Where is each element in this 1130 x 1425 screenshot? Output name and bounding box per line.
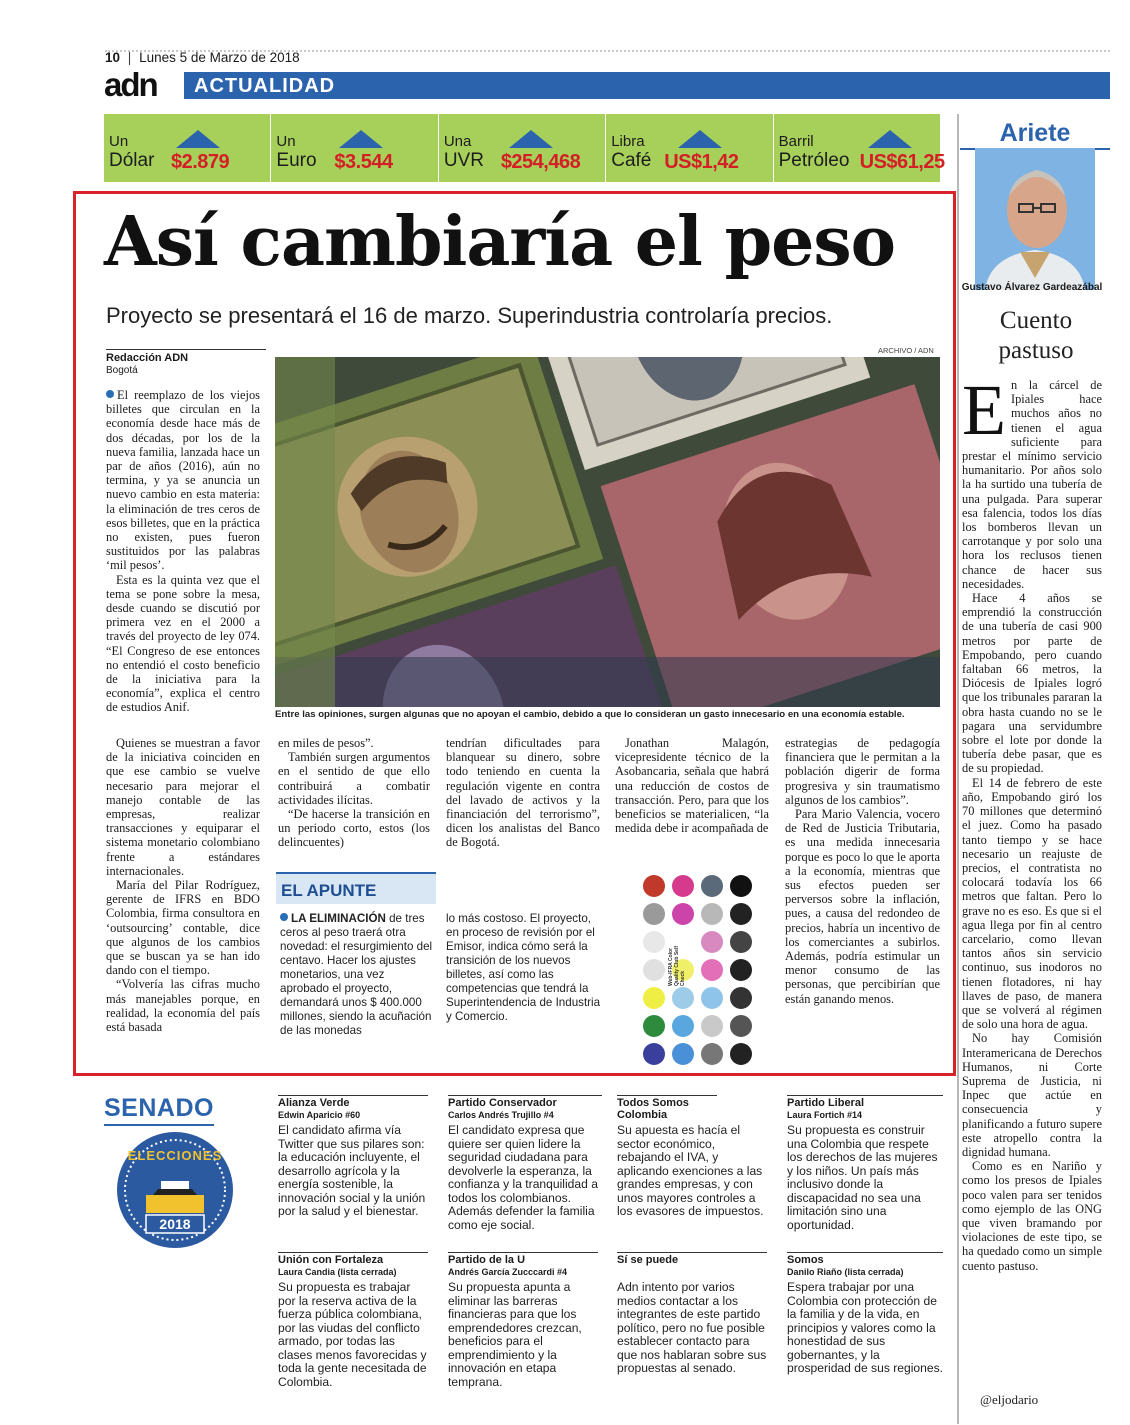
adn-logo: adn	[104, 69, 184, 101]
party-proposal: El candidato afirma vía Twitter que sus pilares son: la educación incluyente, el desarrollo agrícola y la energía sostenible, la innovación social y la unión por la salud y el bienestar.	[278, 1123, 426, 1218]
seal-text: ELECCIONES	[127, 1148, 223, 1163]
apunte-text-2: lo más costoso. El proyecto, en proceso de revisión por el Emisor, indica cómo será la transición de los nuevos billetes, así como las competencias que tendrá la Superintendencia de Industria y Comercio.	[446, 912, 601, 1023]
party-candidate: Danilo Riaño (lista cerrada)	[787, 1267, 904, 1277]
party-todos-somos-colombia	[617, 1095, 767, 1219]
article-column-1	[106, 388, 260, 715]
party-liberal	[787, 1095, 943, 1232]
article-paragraph: “De hacerse la transición en un periodo corto, estos (los delincuentes)	[278, 807, 430, 850]
columnist-handle: @eljodario	[980, 1392, 1039, 1407]
apunte-body: de tres ceros al peso traerá otra novedad: el resurgimiento del centavo. Hacer los ajustes monetarios, una vez aprobado el proyecto, demandará unos $ 400.000 millones, siendo la acuñación de las monedas	[280, 912, 433, 1037]
bullet-icon	[280, 913, 288, 921]
party-de-la-u	[448, 1252, 598, 1389]
party-name: Unión con Fortaleza	[278, 1252, 428, 1266]
article-paragraph: Esta es la quinta vez que el tema se pone sobre la mesa, desde cuando se discutió por primera vez en el 2000 a través del proyecto de ley 074. “El Congreso de ese entonces no entendió el costo beneficio de la iniciativa para la economía”, explica el centro de estudios Anif.	[106, 572, 260, 715]
indicator-label: Libra	[611, 133, 645, 150]
up-arrow-icon	[868, 130, 912, 148]
indicator-label: Una	[443, 133, 472, 150]
opinion-paragraph: Como es en Nariño y como los presos de Ipiales poco valen para ser tenidos como ejemplo de las ONG que viven bramando por violaciones de este tipo, se ha quedado como un simple cuento pastuso.	[962, 1159, 1102, 1273]
color-quality-label: Web-IFRA Color Quality Club Self Check	[668, 945, 686, 986]
party-proposal: Espera trabajar por una Colombia con protección de la familia y de la vida, en principios y valores como la honestidad de sus gobernantes, y la prosperidad de sus regiones.	[787, 1280, 943, 1375]
indicator-label: Un	[276, 133, 296, 150]
senado-label: SENADO	[104, 1093, 214, 1126]
opinion-paragraph: No hay Comisión Interamericana de Derechos Humanos, ni Corte Suprema de Justicia, ni Inpec que actúe en consecuencia y planificando a futuro supere este atropello contra la dignidad humana.	[962, 1031, 1102, 1159]
ariete-section-label: Ariete	[960, 118, 1110, 150]
party-proposal: Su apuesta es hacía el sector económico, rebajando el IVA, y aplicando exenciones a las grandes empresas, y con unos mayores controles a los evasores de impuestos.	[617, 1123, 764, 1218]
economic-indicators	[104, 114, 945, 182]
elecciones-seal	[116, 1131, 234, 1249]
indicator-value: $254,468	[500, 151, 581, 173]
party-si-se-puede	[617, 1252, 767, 1376]
column-divider	[957, 114, 959, 1424]
indicator-label: Barril	[778, 133, 814, 150]
indicator-uvr	[439, 114, 606, 182]
party-name: Partido Conservador	[448, 1095, 602, 1109]
article-paragraph: tendrían dificultades para blanquear su dinero, sobre todo teniendo en cuenta la regulación vigente en contra del lavado de activos y la financiación del terrorismo”, dicen los analistas del Banco de Bogotá.	[446, 736, 600, 850]
opinion-title: Cuento pastuso	[998, 307, 1074, 364]
indicator-label: Euro	[276, 150, 317, 171]
indicator-dolar	[104, 114, 271, 182]
party-proposal: Su propuesta es construir una Colombia que respete los derechos de las mujeres y los niños. Un país más inclusivo donde la discapacidad no sea una limitación sino una oportunidad.	[787, 1123, 938, 1232]
indicator-label: Un	[109, 133, 129, 150]
party-candidate: Andrés García Zucccardi #4	[448, 1267, 568, 1277]
indicator-label: Dólar	[109, 150, 155, 171]
indicator-value: $3.544	[334, 151, 393, 173]
opinion-paragraph: Hace 4 años se emprendió la construcción de una tubería de casi 900 metros por parte de Empobando, pero cuando faltaban 66 metros, la Diócesis de Ipiales logró que los tribunales pararan la obra hasta cuando no se le pagara una servidumbre sobre el lote por donde la tubería debe pasar, que es de su propiedad.	[962, 591, 1102, 776]
party-candidate: Edwin Aparicio #60	[278, 1110, 361, 1120]
folio: 10 | Lunes 5 de Marzo de 2018	[105, 50, 300, 65]
indicator-label: UVR	[443, 150, 484, 171]
indicator-cafe	[606, 114, 773, 182]
up-arrow-icon	[509, 130, 553, 148]
party-proposal: Su propuesta apunta a eliminar las barreras financieras para que los emprendedores crezcan, beneficios para el emprendimiento y la innovación en etapa temprana.	[448, 1280, 582, 1389]
paragraph-text: El reemplazo de los viejos billetes que circulan en la economía desde hace más de dos décadas, por los de la nueva familia, lanzada hace un par de años (2016), aún no termina, y ya se anuncia un nuevo cambio en esta materia: la eliminación de tres ceros de esos billetes, que en la práctica no existen, pues fueron sustituidos por las palabras ‘mil pesos’.	[106, 388, 260, 573]
columnist-portrait	[975, 148, 1095, 290]
opinion-body	[962, 370, 1102, 1273]
indicator-value: US$1,42	[664, 151, 739, 173]
party-name: Somos	[787, 1252, 943, 1266]
article-column-5	[785, 736, 940, 1006]
indicator-petroleo	[774, 114, 945, 182]
indicator-label: Café	[611, 150, 652, 171]
apunte-title: EL APUNTE	[281, 881, 377, 900]
article-paragraph: en miles de pesos”.	[278, 736, 374, 750]
opinion-paragraph: El 14 de febrero de este año, Empobando giró los 70 millones que determinó el juez. Como ha pasado tanto tiempo y se hace necesario un reajuste de precios, el contratista no colocará todavía los 66 metros que faltan. Pero lo grave no es eso. Es que si el agua llega por fin al centro carcelario, como llevan tantos años sin servicio continuo, sus inodoros no tienen flotadores, ni hay llaves de paso, de manera que se volverá al régimen de solo una hora de agua.	[962, 775, 1102, 1032]
byline-author: Redacción ADN	[106, 352, 189, 364]
party-name: Alianza Verde	[278, 1095, 428, 1109]
up-arrow-icon	[339, 130, 383, 148]
article-paragraph: “Volvería las cifras mucho más manejables porque, en realidad, la economía del país está basada	[106, 977, 260, 1035]
article-paragraph: Para Mario Valencia, vocero de Red de Justicia Tributaria, es una medida innecesaria porque es poco lo que le aporta a la economía, mientras que sus efectos pueden ser perversos sobre la inflación, pues, a causa del redondeo de precios, habría un incentivo de los comerciantes a subirlos. Además, podría estimular un menor consumo de las personas, que percibirían que están ganando menos.	[785, 807, 940, 1006]
party-name: Partido Liberal	[787, 1095, 943, 1109]
party-proposal: El candidato expresa que quiere ser quien lidere la seguridad ciudadana para devolverle la esperanza, la confianza y la tranquilidad a todos los colombianos. Además defender la familia como eje social.	[448, 1123, 598, 1232]
party-name: Sí se puede	[617, 1252, 767, 1266]
article-column-2	[278, 736, 430, 850]
paragraph-text: n la cárcel de Ipiales hace muchos años no tienen el agua suficiente para prestar el mínimo servicio humanitario. Por años solo la ha surtido una tubería de una pulgada. Para superar esa falencia, todos los días los bomberos llevan un carrotanque y por solo una hora los reclusos tienen chance de hacer sus necesidades.	[962, 378, 1102, 591]
section-label: ACTUALIDAD	[194, 75, 336, 97]
party-name: Todos Somos Colombia	[617, 1095, 717, 1121]
party-candidate: Carlos Andrés Trujillo #4	[448, 1110, 554, 1120]
byline-city: Bogotá	[106, 365, 138, 376]
party-proposal: Adn intento por varios medios contactar a los integrantes de este partido político, pero no fue posible establecer contacto para que nos hablaran sobre sus propuestas al senado.	[617, 1280, 767, 1375]
issue-date: Lunes 5 de Marzo de 2018	[139, 50, 300, 65]
party-name: Partido de la U	[448, 1252, 598, 1266]
article-paragraph: María del Pilar Rodríguez, gerente de IFRS en BDO Colombia, firma consultora en ‘outsourcing’ contable, dice que algunos de los cambios que se buscan ya se han ido dando con el tiempo.	[106, 878, 260, 978]
photo-credit: ARCHIVO / ADN	[878, 346, 934, 355]
banknotes-photo	[275, 357, 940, 707]
drop-cap: E	[962, 370, 1006, 450]
article-paragraph: También surgen argumentos en el sentido de que ello contribuirá a combatir actividades ilícitas.	[278, 750, 430, 807]
article-paragraph: Jonathan Malagón, vicepresidente técnico de la Asobancaria, señala que habrá una reducción de costos de transacción. Pero, para que los beneficios se materialicen, “la medida debe ir acompañada de	[615, 736, 769, 836]
article-paragraph	[106, 388, 260, 573]
up-arrow-icon	[176, 130, 220, 148]
party-somos	[787, 1252, 943, 1376]
indicator-label: Petróleo	[778, 150, 850, 171]
columnist-name: Gustavo Álvarez Gardeazábal	[961, 282, 1103, 293]
party-conservador	[448, 1095, 602, 1232]
article-column-1b	[106, 736, 260, 1034]
party-alianza-verde	[278, 1095, 428, 1219]
indicator-value: US$61,25	[859, 151, 945, 173]
party-proposal: Su propuesta es trabajar por la reserva activa de la fuerza pública colombiana, por las viudas del conflicto armado, por todas las clases menos favorecidas y toda la gente necesitada de Colombia.	[278, 1280, 427, 1389]
indicator-euro	[271, 114, 438, 182]
seal-year: 2018	[159, 1216, 191, 1232]
article-paragraph: Quienes se muestran a favor de la iniciativa coinciden en que ese cambio se vuelve necesario para mejorar el manejo contable de las empresas, realizar transacciones y equiparar el sistema monetario colombiano frente a estándares internacionales.	[106, 736, 260, 878]
party-union-fortaleza	[278, 1252, 428, 1389]
article-paragraph: estrategias de pedagogía financiera que le permitan a la población digerir de forma progresiva y sin traumatismo algunos de los cambios”.	[785, 736, 940, 807]
party-candidate: Laura Fortich #14	[787, 1110, 863, 1120]
party-candidate: Laura Candia (lista cerrada)	[278, 1267, 397, 1277]
color-quality-bar	[632, 862, 762, 1072]
opinion-paragraph	[962, 370, 1102, 591]
apunte-lead: LA ELIMINACIÓN	[291, 912, 386, 925]
page-number: 10	[105, 50, 121, 65]
bullet-icon	[106, 390, 114, 398]
apunte-text-1	[280, 912, 436, 1038]
article-subhead: Proyecto se presentará el 16 de marzo. Superindustria controlaría precios.	[106, 303, 833, 328]
article-headline: Así cambiaría el peso	[104, 202, 896, 282]
up-arrow-icon	[678, 130, 722, 148]
article-column-4	[615, 736, 769, 835]
indicator-value: $2.879	[171, 151, 230, 173]
photo-caption: Entre las opiniones, surgen algunas que no apoyan el cambio, debido a que lo consideran un gasto innecesario en una economía estable.	[275, 709, 905, 720]
byline	[106, 349, 266, 377]
article-column-3	[446, 736, 600, 850]
